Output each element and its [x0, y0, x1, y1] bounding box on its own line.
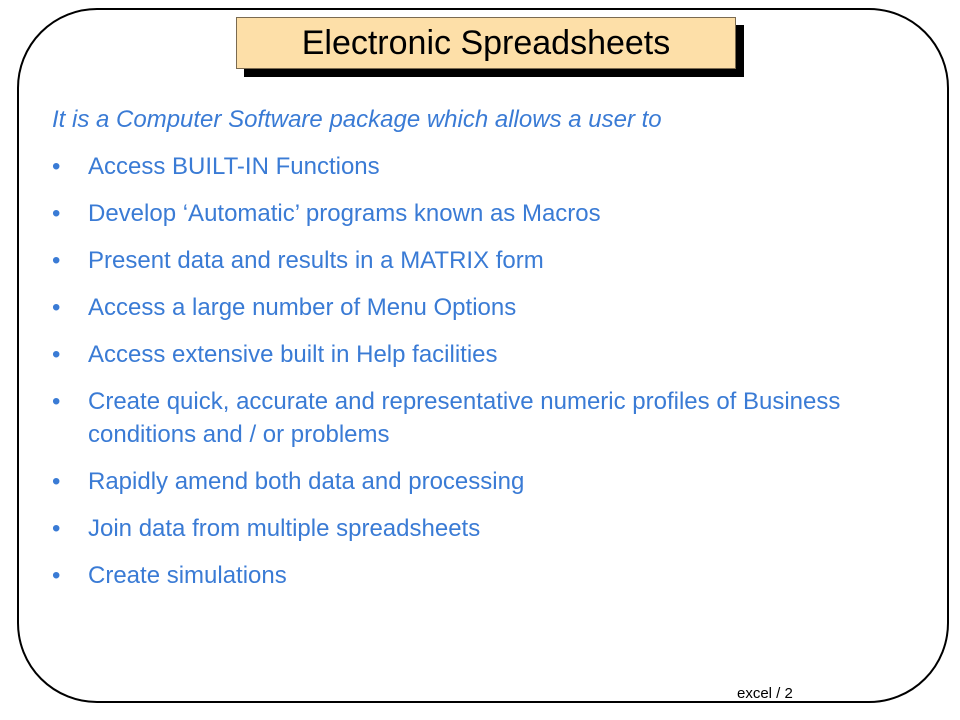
slide-title: Electronic Spreadsheets — [301, 23, 671, 62]
list-item — [52, 338, 912, 371]
bullet-icon: • — [52, 294, 61, 321]
bullet-text: Access a large number of Menu Options — [88, 294, 517, 321]
bullet-text: Access BUILT-IN Functions — [88, 153, 380, 180]
bullet-icon: • — [52, 468, 61, 495]
bullet-icon: • — [52, 153, 61, 180]
bullet-icon: • — [52, 247, 61, 274]
title-box — [236, 17, 736, 69]
bullet-icon: • — [52, 515, 61, 542]
bullet-list — [52, 150, 912, 606]
bullet-icon: • — [52, 562, 61, 589]
bullet-text: Rapidly amend both data and processing — [88, 468, 525, 495]
bullet-icon: • — [52, 388, 61, 415]
list-item — [52, 559, 912, 592]
list-item — [52, 291, 912, 324]
bullet-text: Join data from multiple spreadsheets — [88, 515, 481, 542]
bullet-text: Create quick, accurate and representative numeric profiles of Business conditions and / or problems — [88, 388, 841, 448]
bullet-text: Develop ‘Automatic’ programs known as Macros — [88, 200, 601, 227]
list-item — [52, 150, 912, 183]
bullet-text: Present data and results in a MATRIX form — [88, 247, 544, 274]
list-item — [52, 244, 912, 277]
bullet-text: Access extensive built in Help facilities — [88, 341, 498, 368]
slide-footer: excel / 2 — [737, 685, 793, 702]
list-item — [52, 197, 912, 230]
list-item — [52, 512, 912, 545]
bullet-icon: • — [52, 200, 61, 227]
intro-text: It is a Computer Software package which allows a user to — [52, 106, 662, 133]
list-item — [52, 465, 912, 498]
bullet-text: Create simulations — [88, 562, 287, 589]
list-item — [52, 385, 912, 451]
title-banner — [236, 17, 740, 73]
bullet-icon: • — [52, 341, 61, 368]
